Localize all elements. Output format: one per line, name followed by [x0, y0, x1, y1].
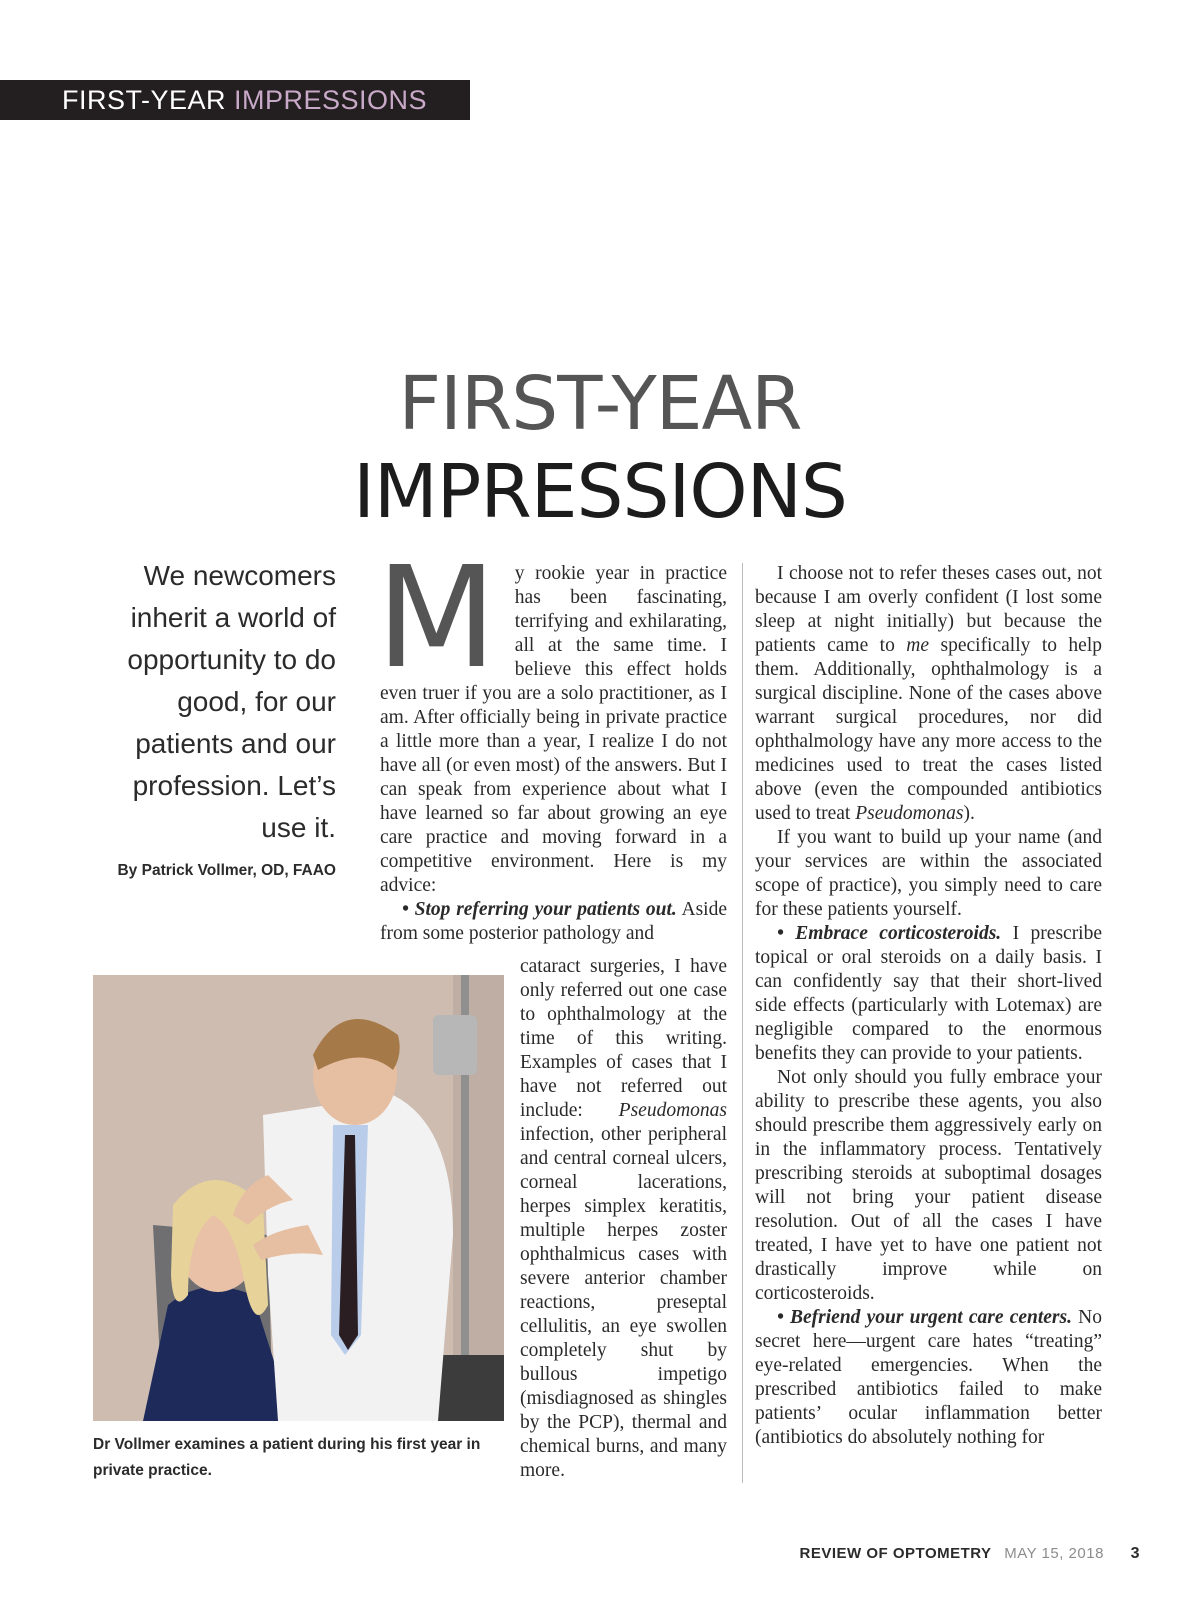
page-number: 3: [1130, 1545, 1140, 1562]
bullet-text: I prescribe topical or oral steroids on a daily basis. I can confidently say that their short-lived side effects (particularly with Lotemax) are negligible compared to the enormous benefits they can provide to your patients.: [755, 923, 1103, 1064]
section-tag-accent: IMPRESSIONS: [234, 84, 428, 115]
photo-illustration: [93, 975, 504, 1421]
referral-text-b: infection, other peripheral and central corneal ulcers, corneal lacerations, herpes simplex keratitis, multiple herpes zoster ophthalmicus cases with severe anterior chamber reactions, preseptal cellulitis, an eye swollen completely shut by bullous impetigo (misdiagnosed as shingles by the PCP), thermal and chemical burns, and many more.: [520, 1124, 727, 1481]
referral-paragraph: [520, 955, 727, 1483]
paragraph-embrace: Not only should you fully embrace your ability to prescribe these agents, you also should prescribe them aggressively early on in the inflammatory process. Tentatively prescribing steroids at suboptimal dosages will not bring your patient disease resolution. Out of all the cases I have treated, I have yet to have one patient not drastically improve while on corticosteroids.: [755, 1067, 1102, 1304]
column-rule: [742, 563, 743, 1483]
title-line-1: FIRST-YEAR: [398, 361, 802, 447]
bullet-urgent-care: [755, 1306, 1102, 1450]
exam-photo: [93, 975, 504, 1421]
article-column-2: [755, 562, 1102, 1450]
p1-text-b: specifically to help them. Additionally, ophthalmology is a surgical discipline. None of the cases above warrant surgical procedures, nor did ophthalmology have any more access to the medicines used to treat the cases listed above (even the compounded antibiotics used to treat: [755, 635, 1103, 824]
p1-emphasis: me: [906, 635, 930, 656]
section-tag: [0, 80, 470, 120]
paragraph-choose: [755, 562, 1102, 826]
bullet-stop-referring: [380, 898, 727, 946]
bullet-text: No secret here—urgent care hates “treating” eye-related emergencies. When the prescribed antibiotics failed to make patients’ ocular inflammation better (antibiotics do absolutely nothing for: [755, 1307, 1103, 1448]
p1-text-a: I choose not to refer theses cases out, not because I am overly confident (I lost some sleep at night initially) but because the patients came to: [755, 563, 1102, 656]
title-line-2: IMPRESSIONS: [353, 449, 847, 535]
bullet-heading: • Befriend your urgent care centers.: [777, 1307, 1072, 1328]
article-title: [300, 360, 900, 536]
bullet-heading: • Stop referring your patients out.: [402, 899, 677, 920]
article-column-1-continued: [520, 955, 727, 1483]
pull-quote: We newcomers inherit a world of opportunity to do good, for our patients and our profession. Let’s use it.: [127, 560, 336, 843]
issue-date: MAY 15, 2018: [1004, 1545, 1104, 1562]
p1-text-c: ).: [963, 803, 975, 824]
bullet-text: Aside from some posterior pathology and: [380, 899, 727, 944]
bullet-heading: • Embrace corticosteroids.: [777, 923, 1002, 944]
magazine-name: REVIEW OF OPTOMETRY: [799, 1545, 992, 1562]
page-footer: [800, 1545, 1140, 1563]
bullet-corticosteroids: [755, 922, 1102, 1066]
intro-paragraph: y rookie year in practice has been fascinating, terrifying and exhilarating, all at the same time. I believe this effect holds even truer if you are a solo practitioner, as I am. After officially being in private practice a little more than a year, I realize I do not have all (or even most) of the answers. But I can speak from experience about what I have learned so far about growing an eye care practice and moving forward in a competitive environment. Here is my advice:: [380, 563, 727, 896]
photo-caption: Dr Vollmer examines a patient during his first year in private practice.: [93, 1436, 481, 1479]
article-column-1: [376, 537, 727, 946]
p1-term: Pseudomonas: [855, 803, 964, 824]
byline: By Patrick Vollmer, OD, FAAO: [117, 862, 336, 879]
section-tag-white: FIRST-YEAR: [62, 84, 227, 115]
paragraph-build-name: If you want to build up your name (and your services are within the associated scope of practice), you simply need to care for these patients yourself.: [755, 827, 1102, 920]
drop-cap: M: [376, 537, 497, 700]
referral-text-a: cataract surgeries, I have only referred out one case to ophthalmology at the time of this writing. Examples of cases that I have not referred out include:: [520, 956, 727, 1121]
italic-term: Pseudomonas: [618, 1100, 727, 1121]
